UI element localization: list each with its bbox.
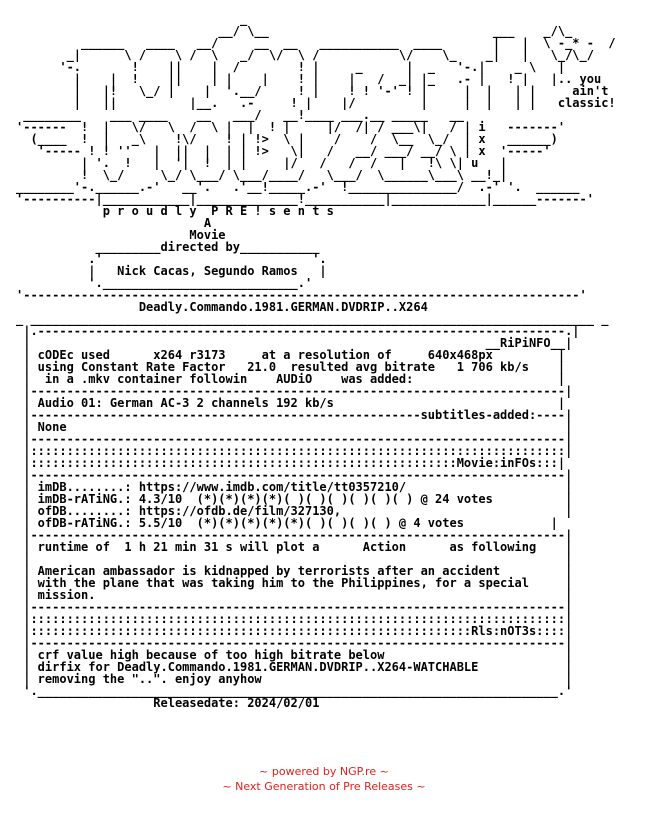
powered-by-credit: ~ powered by NGP.re ~ (259, 765, 389, 778)
nfo-ascii-document: _ __/ \__ ___ _/\_ ______ ____ __/ __ __ ___________ ____ | | \ -_* - / _| \ / \ / \ _/ \/ \ / \/ \_ _| | \_/\_/ '-. ! || | / ! | _ | _ '-.| _ \ | | | ! || | | | ! | | / _| |_ .- | ! | |.. you | |! \_/ | | '.__/ ! | ! ! '-' ! | | | | | ain't | || |__. .- ! | |/ | | | | | classic! ________ ___ ____ __ ___/ __!____ ___.__ _____ __ '------ ! | \/ \ / \ | | ! | |/ /| / ___\| / | i -------' (____ ! | _\ !\/ ! | !> \ | / / \__ \_/ | x ______) '----- ! ! '' | || | | | !> \| / __/ ___/ __/ \ | x '-----' | '. ! | '| ! | | |/ / / / | !\ \| u | ! \_/ \_/ \___/ \___/____/ \___/ \______\___\ __!_| ________'-.______.-' __'. .'__!_____.-' !_______________/ .-' '. ______ '----------|____________|______________!___________|_____________|______-------' p r o u d l y P R E ! s e n t s A Movie _________directed by___________ .' '. | Nick Cacas, Segundo Ramos | '.___________________________.' '-----------------------------------------------------------------------------' Deadly.Commando.1981.GERMAN.DVDRIP..X264 _ ______________________________________________________________________________ _ |.-------------------------------------------------------------------------.| | __RiPiNFO__| | cODEc used x264 r3173 at a resolution of 640x468px | | using Constant Rate Factor 21.0 resulted avg bitrate 1 706 kb/s | | in a .mkv container followin AUDiO was added: | |--------------------------------------------------------------------------| | Audio 01: German AC-3 2 channels 192 kb/s | |------------------------------------------------------subtitles-added:----| | None | |--------------------------------------------------------------------------| |::::::::::::::::::::::::::::::::::::::::::::::::::::::::::::::::::::::::::| |:::::::::::::::::::::::::::::::::::::::::::::::::::::::::::Movie:inFOs:::| |--------------------------------------------------------------------------| | imDB........: https://www.imdb.com/title/tt0357210/ | | imDB-rATiNG.: 4.3/10 (*)(*)(*)(*)( )( )( )( )( )( ) @ 24 votes | | ofDB........: https://ofdb.de/film/327130, | | ofDB-rATiNG.: 5.5/10 (*)(*)(*)(*)(*)( )( )( )( ) @ 4 votes | |--------------------------------------------------------------------------| | runtime of 1 h 21 min 31 s will plot a Action as following | | | | American ambassador is kidnapped by terrorists after an accident | | with the plane that was taking him to the Philippines, for a special | | mission. | |--------------------------------------------------------------------------| |::::::::::::::::::::::::::::::::::::::::::::::::::::::::::::::::::::::::::| |:::::::::::::::::::::::::::::::::::::::::::::::::::::::::::::Rls:nOT3s::::| |--------------------------------------------------------------------------| | crf value high because of too high bitrate below | | dirfix for Deadly.Commando.1981.GERMAN.DVDRIP..X264-WATCHABLE | | removing the "..". enjoy anyhow | '.________________________________________________________________________.' Releasedate: 2024/02/01 (16, 12, 616, 710)
tagline-credit: ~ Next Generation of Pre Releases ~ (222, 780, 426, 793)
